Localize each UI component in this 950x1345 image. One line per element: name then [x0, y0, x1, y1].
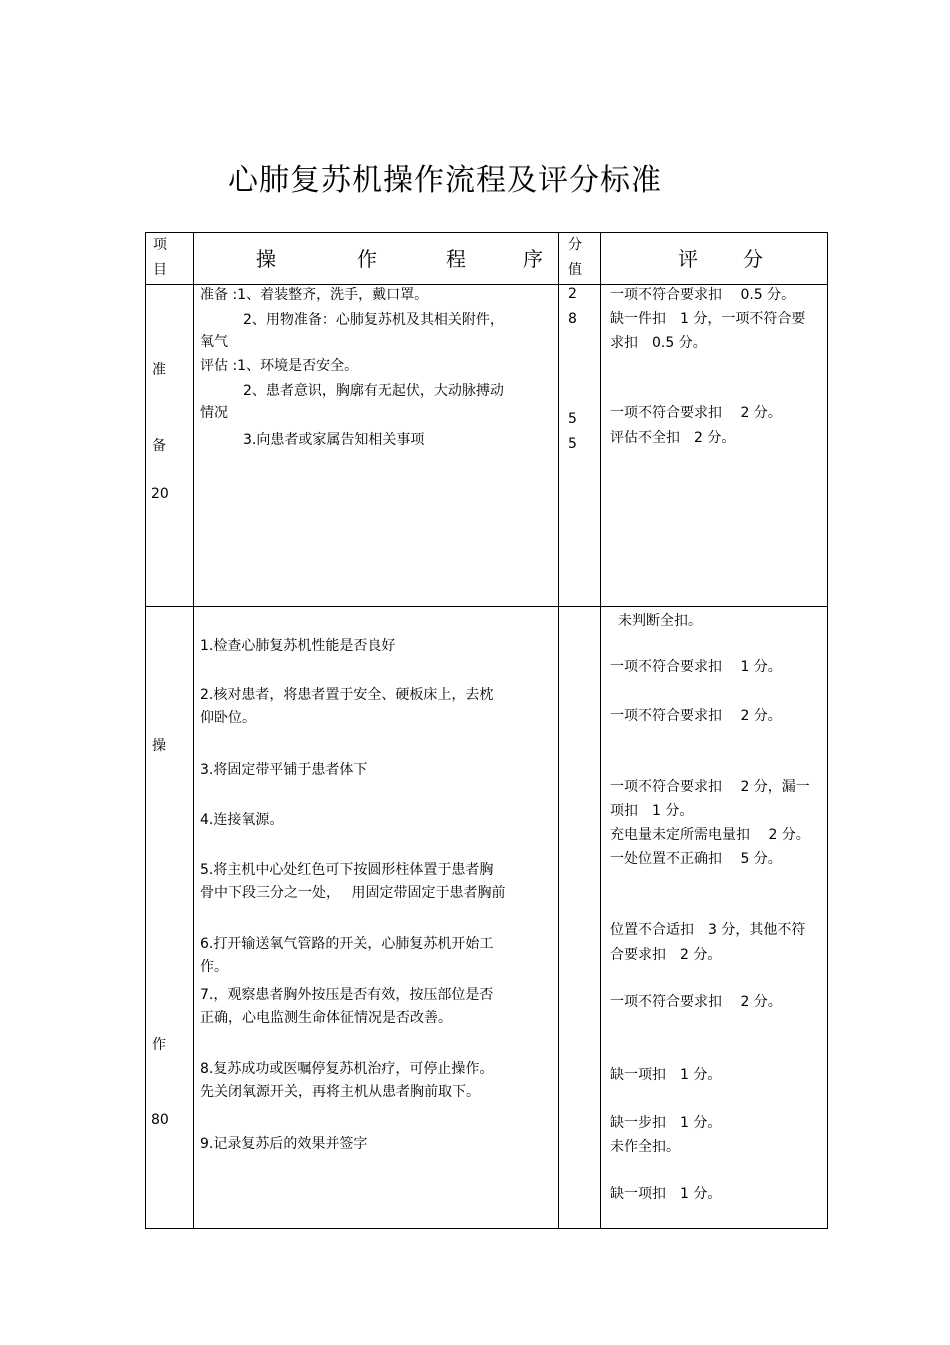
- page-title: 心肺复苏机操作流程及评分标准: [228, 163, 662, 198]
- evaluation-line: 充电量未定所需电量扣 2 分。: [610, 827, 810, 843]
- column-divider-1: [193, 232, 194, 1229]
- procedure-line: 4.连接氧源。: [200, 812, 284, 828]
- header-score-top: 分: [568, 237, 582, 253]
- procedure-line: 先关闭氧源开关，再将主机从患者胸前取下。: [200, 1084, 480, 1100]
- procedure-line: 5.将主机中心处红色可下按圆形柱体置于患者胸: [200, 862, 494, 878]
- procedure-line: 正确，心电监测生命体征情况是否改善。: [200, 1010, 452, 1026]
- row-divider-prep: [145, 606, 828, 607]
- score-value-char: 5: [568, 411, 577, 427]
- procedure-line: 3.向患者或家属告知相关事项: [243, 432, 425, 448]
- procedure-line: 氧气: [200, 334, 228, 350]
- evaluation-line: 一项不符合要求扣 2 分。: [610, 405, 782, 421]
- evaluation-line: 项扣 1 分。: [610, 803, 694, 819]
- score-value-char: 5: [568, 436, 577, 452]
- evaluation-line: 缺一项扣 1 分。: [610, 1067, 722, 1083]
- procedure-line: 6.打开输送氧气管路的开关，心肺复苏机开始工: [200, 936, 494, 952]
- procedure-line: 作。: [200, 959, 228, 975]
- header-procedure-char: 作: [357, 247, 377, 271]
- section-label-score: 80: [151, 1112, 169, 1128]
- section-label-char: 备: [152, 438, 166, 454]
- score-value-char: 8: [568, 311, 577, 327]
- evaluation-line: 一项不符合要求扣 2 分。: [610, 708, 782, 724]
- evaluation-line: 未作全扣。: [610, 1139, 680, 1155]
- score-value-char: 2: [568, 286, 577, 302]
- header-evaluation-char: 评: [678, 247, 698, 271]
- procedure-line: 8.复苏成功或医嘱停复苏机治疗，可停止操作。: [200, 1061, 494, 1077]
- procedure-line: 1.检查心肺复苏机性能是否良好: [200, 638, 396, 654]
- procedure-line: 准备 :1、着装整齐，洗手，戴口罩。: [200, 287, 429, 303]
- procedure-line: 评估 :1、环境是否安全。: [200, 358, 359, 374]
- procedure-line: 9.记录复苏后的效果并签字: [200, 1136, 368, 1152]
- evaluation-line: 一项不符合要求扣 2 分，漏一: [610, 779, 810, 795]
- evaluation-line: 评估不全扣 2 分。: [610, 430, 736, 446]
- table-border-top: [145, 232, 828, 233]
- header-procedure-char: 程: [446, 247, 466, 271]
- evaluation-line: 缺一件扣 1 分，一项不符合要: [610, 311, 806, 327]
- header-score-bottom: 值: [568, 262, 582, 278]
- evaluation-line: 位置不合适扣 3 分，其他不符: [610, 922, 806, 938]
- section-label-score: 20: [151, 486, 169, 502]
- evaluation-line: 一项不符合要求扣 1 分。: [610, 659, 782, 675]
- evaluation-line: 未判断全扣。: [618, 613, 702, 629]
- evaluation-line: 合要求扣 2 分。: [610, 947, 722, 963]
- header-procedure-char: 操: [256, 247, 276, 271]
- section-label-char: 操: [152, 738, 166, 754]
- evaluation-line: 缺一步扣 1 分。: [610, 1115, 722, 1131]
- procedure-line: 2.核对患者，将患者置于安全、硬板床上，去枕: [200, 687, 494, 703]
- column-divider-3: [600, 232, 601, 1229]
- evaluation-line: 一项不符合要求扣 2 分。: [610, 994, 782, 1010]
- procedure-line: 3.将固定带平铺于患者体下: [200, 762, 368, 778]
- evaluation-line: 求扣 0.5 分。: [610, 335, 707, 351]
- section-label-char: 作: [152, 1037, 166, 1053]
- table-border-bottom: [145, 1228, 828, 1229]
- header-procedure-char: 序: [523, 247, 543, 271]
- table-border-left: [145, 232, 146, 1229]
- procedure-line: 情况: [200, 405, 228, 421]
- column-divider-2: [558, 232, 559, 1229]
- header-item-top: 项: [153, 237, 167, 253]
- header-item-bottom: 目: [153, 262, 167, 278]
- evaluation-line: 一处位置不正确扣 5 分。: [610, 851, 782, 867]
- procedure-line: 2、用物准备：心肺复苏机及其相关附件，: [243, 312, 504, 328]
- evaluation-line: 缺一项扣 1 分。: [610, 1186, 722, 1202]
- procedure-line: 骨中下段三分之一处， 用固定带固定于患者胸前: [200, 885, 506, 901]
- header-evaluation-char: 分: [743, 247, 763, 271]
- procedure-line: 2、患者意识，胸廓有无起伏，大动脉搏动: [243, 383, 504, 399]
- table-border-right: [827, 232, 828, 1229]
- procedure-line: 7.，观察患者胸外按压是否有效，按压部位是否: [200, 987, 494, 1003]
- procedure-line: 仰卧位。: [200, 710, 256, 726]
- evaluation-line: 一项不符合要求扣 0.5 分。: [610, 287, 796, 303]
- section-label-char: 准: [152, 362, 166, 378]
